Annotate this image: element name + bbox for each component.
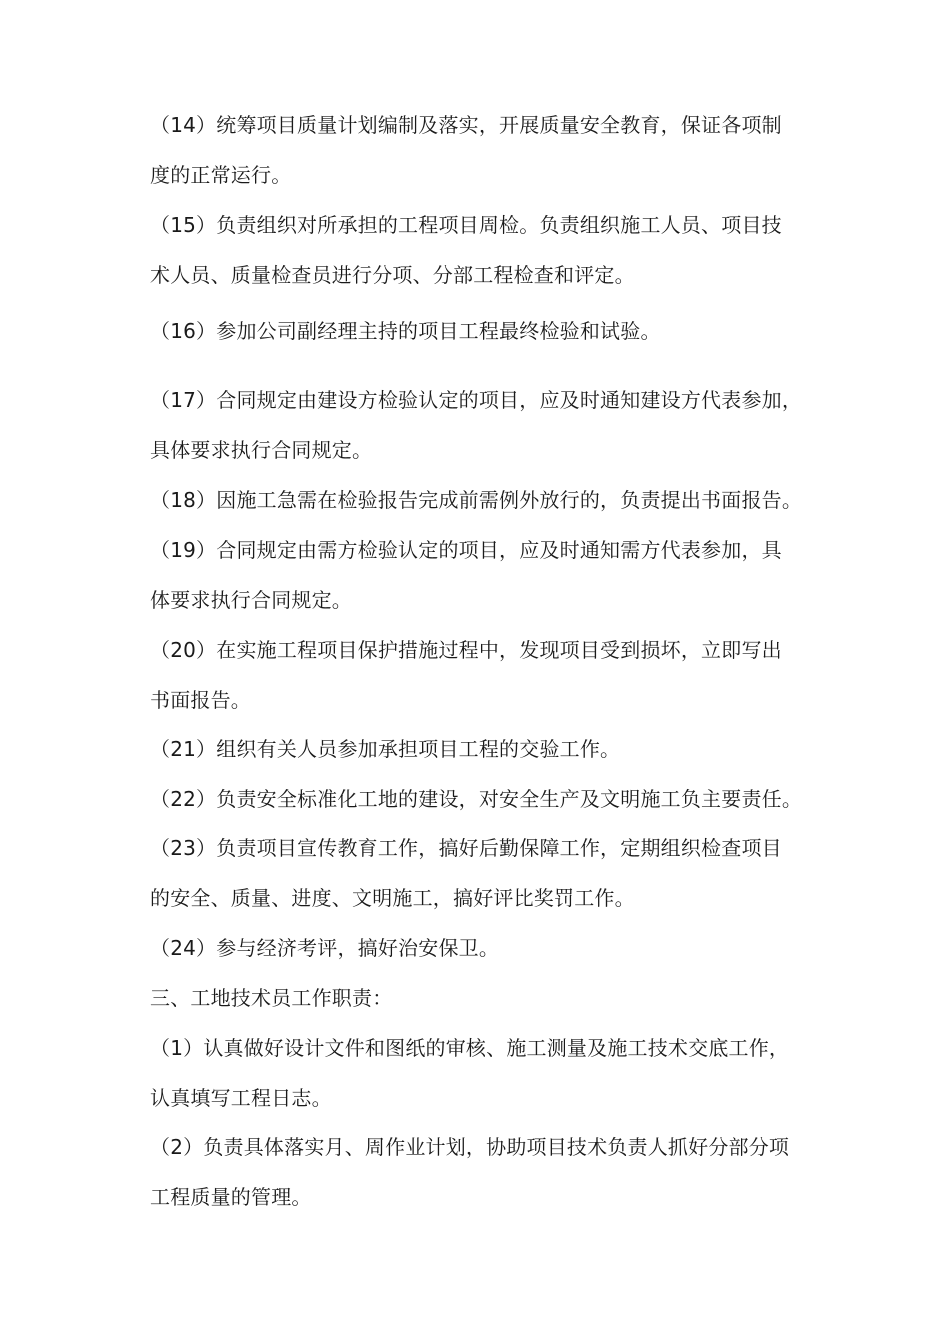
section-heading: 三、工地技术员工作职责：	[150, 986, 393, 1010]
text-line-20b: 书面报告。	[150, 688, 251, 712]
text-line-16: （16）参加公司副经理主持的项目工程最终检验和试验。	[150, 319, 661, 343]
text-line-23b: 的安全、质量、进度、文明施工，搞好评比奖罚工作。	[150, 886, 635, 910]
text-line-22: （22）负责安全标准化工地的建设，对安全生产及文明施工负主要责任。	[150, 787, 803, 811]
text-line-14a: （14）统筹项目质量计划编制及落实，开展质量安全教育，保证各项制	[150, 113, 782, 137]
text-line-18: （18）因施工急需在检验报告完成前需例外放行的，负责提出书面报告。	[150, 488, 803, 512]
text-line-15b: 术人员、质量检查员进行分项、分部工程检查和评定。	[150, 263, 635, 287]
text-line-1b: 认真填写工程日志。	[150, 1086, 332, 1110]
text-line-17b: 具体要求执行合同规定。	[150, 438, 373, 462]
text-line-17a: （17）合同规定由建设方检验认定的项目，应及时通知建设方代表参加，	[150, 388, 803, 412]
text-line-15a: （15）负责组织对所承担的工程项目周检。负责组织施工人员、项目技	[150, 213, 782, 237]
text-line-19a: （19）合同规定由需方检验认定的项目，应及时通知需方代表参加，具	[150, 538, 782, 562]
text-line-21: （21）组织有关人员参加承担项目工程的交验工作。	[150, 737, 621, 761]
text-line-2a: （2）负责具体落实月、周作业计划，协助项目技术负责人抓好分部分项	[150, 1135, 790, 1159]
text-line-24: （24）参与经济考评，搞好治安保卫。	[150, 936, 500, 960]
text-line-1a: （1）认真做好设计文件和图纸的审核、施工测量及施工技术交底工作，	[150, 1036, 790, 1060]
text-line-23a: （23）负责项目宣传教育工作，搞好后勤保障工作，定期组织检查项目	[150, 836, 782, 860]
text-line-14b: 度的正常运行。	[150, 163, 292, 187]
text-line-19b: 体要求执行合同规定。	[150, 588, 352, 612]
text-line-20a: （20）在实施工程项目保护措施过程中，发现项目受到损坏，立即写出	[150, 638, 782, 662]
text-line-2b: 工程质量的管理。	[150, 1185, 312, 1209]
